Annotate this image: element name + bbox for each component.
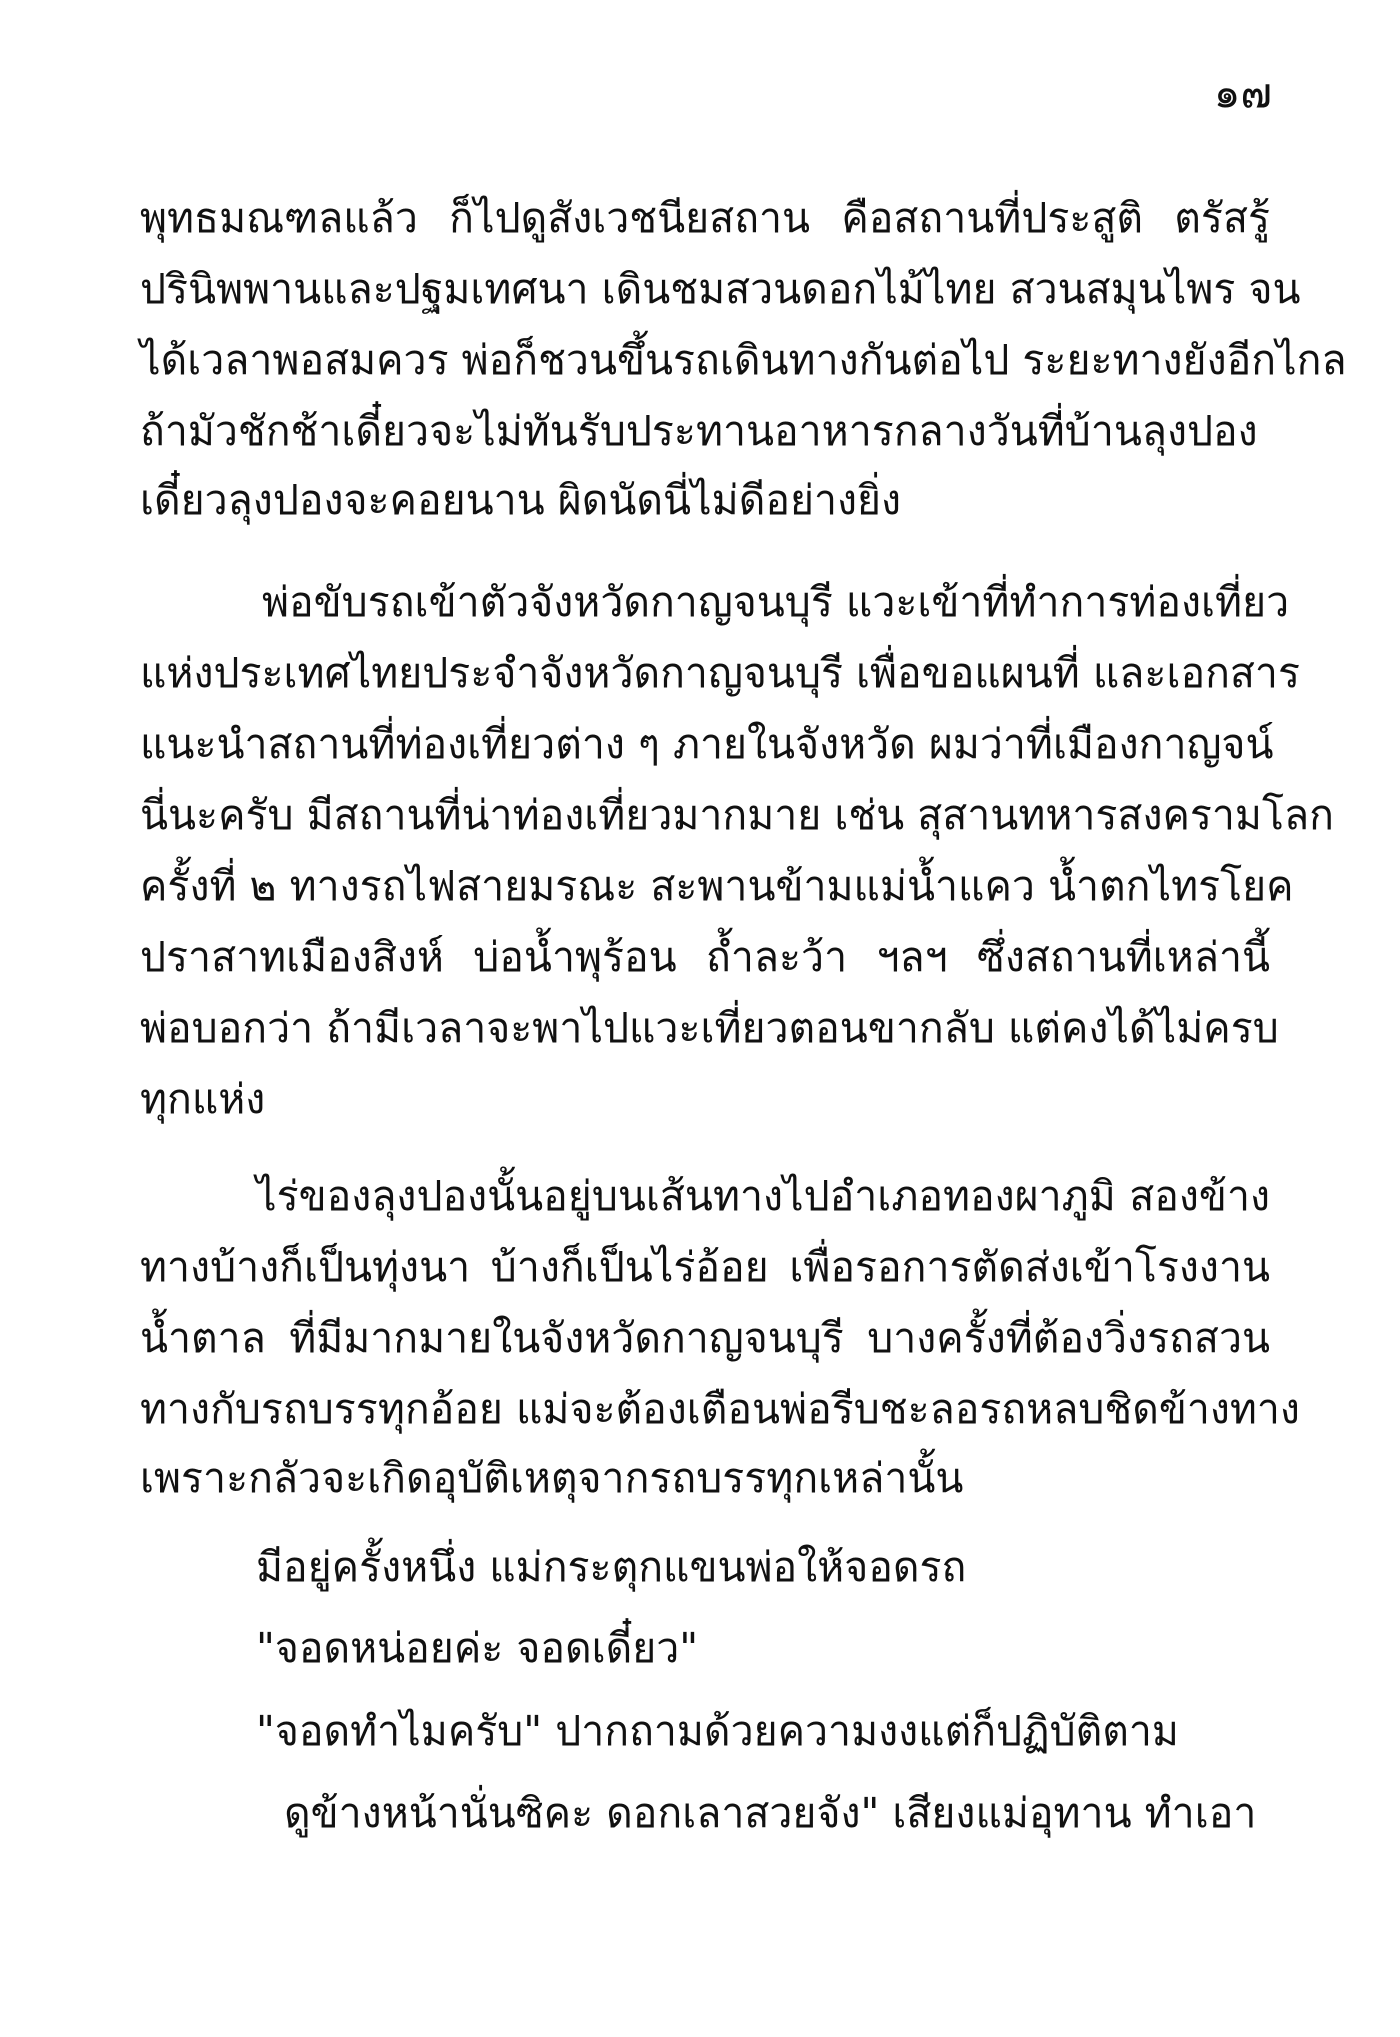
- text-line-20: "จอดหน่อยค่ะ จอดเดี๋ยว": [256, 1624, 699, 1672]
- text-line-15: ทางบ้างก็เป็นทุ่งนา บ้างก็เป็นไร่อ้อย เพื่อรอการตัดส่งเข้าโรงงาน: [140, 1243, 1270, 1291]
- text-line-18: เพราะกลัวจะเกิดอุบัติเหตุจากรถบรรทุกเหล่านั้น: [140, 1454, 964, 1502]
- text-line-12: พ่อบอกว่า ถ้ามีเวลาจะพาไปแวะเที่ยวตอนขากลับ แต่คงได้ไม่ครบ: [140, 1004, 1279, 1052]
- text-line-13: ทุกแห่ง: [140, 1075, 266, 1123]
- text-line-9: นี่นะครับ มีสถานที่น่าท่องเที่ยวมากมาย เช่น สุสานทหารสงครามโลก: [140, 791, 1334, 839]
- text-line-11: ปราสาทเมืองสิงห์ บ่อน้ำพุร้อน ถ้ำละว้า ฯลฯ ซึ่งสถานที่เหล่านี้: [140, 933, 1270, 981]
- text-line-5: เดี๋ยวลุงปองจะคอยนาน ผิดนัดนี่ไม่ดีอย่างยิ่ง: [140, 476, 902, 524]
- text-line-21: "จอดทำไมครับ" ปากถามด้วยความงงแต่ก็ปฏิบัติตาม: [256, 1707, 1179, 1755]
- text-line-8: แนะนำสถานที่ท่องเที่ยวต่าง ๆ ภายในจังหวัด ผมว่าที่เมืองกาญจน์: [140, 720, 1274, 768]
- text-line-19: มีอยู่ครั้งหนึ่ง แม่กระตุกแขนพ่อให้จอดรถ: [256, 1543, 967, 1591]
- text-line-17: ทางกับรถบรรทุกอ้อย แม่จะต้องเตือนพ่อรีบชะลอรถหลบชิดข้างทาง: [140, 1385, 1300, 1433]
- text-line-7: แห่งประเทศไทยประจำจังหวัดกาญจนบุรี เพื่อขอแผนที่ และเอกสาร: [140, 649, 1300, 697]
- text-line-3: ได้เวลาพอสมควร พ่อก็ชวนขึ้นรถเดินทางกันต่อไป ระยะทางยังอีกไกล: [140, 336, 1347, 384]
- text-line-2: ปรินิพพานและปฐมเทศนา เดินชมสวนดอกไม้ไทย สวนสมุนไพร จน: [140, 265, 1301, 313]
- text-line-14: ไร่ของลุงปองนั้นอยู่บนเส้นทางไปอำเภอทองผาภูมิ สองข้าง: [256, 1172, 1270, 1220]
- text-line-22: ดูข้างหน้านั่นซิคะ ดอกเลาสวยจัง" เสียงแม่อุทาน ทำเอา: [284, 1789, 1257, 1837]
- text-line-10: ครั้งที่ ๒ ทางรถไฟสายมรณะ สะพานข้ามแม่น้ำแคว น้ำตกไทรโยค: [140, 862, 1294, 910]
- text-line-6: พ่อขับรถเข้าตัวจังหวัดกาญจนบุรี แวะเข้าที่ทำการท่องเที่ยว: [262, 578, 1290, 626]
- text-line-1: พุทธมณฑลแล้ว ก็ไปดูสังเวชนียสถาน คือสถานที่ประสูติ ตรัสรู้: [140, 194, 1270, 242]
- text-line-16: น้ำตาล ที่มีมากมายในจังหวัดกาญจนบุรี บางครั้งที่ต้องวิ่งรถสวน: [140, 1314, 1270, 1362]
- text-line-4: ถ้ามัวชักช้าเดี๋ยวจะไม่ทันรับประทานอาหารกลางวันที่บ้านลุงปอง: [140, 407, 1258, 455]
- page-number: ๑๗: [1213, 68, 1272, 117]
